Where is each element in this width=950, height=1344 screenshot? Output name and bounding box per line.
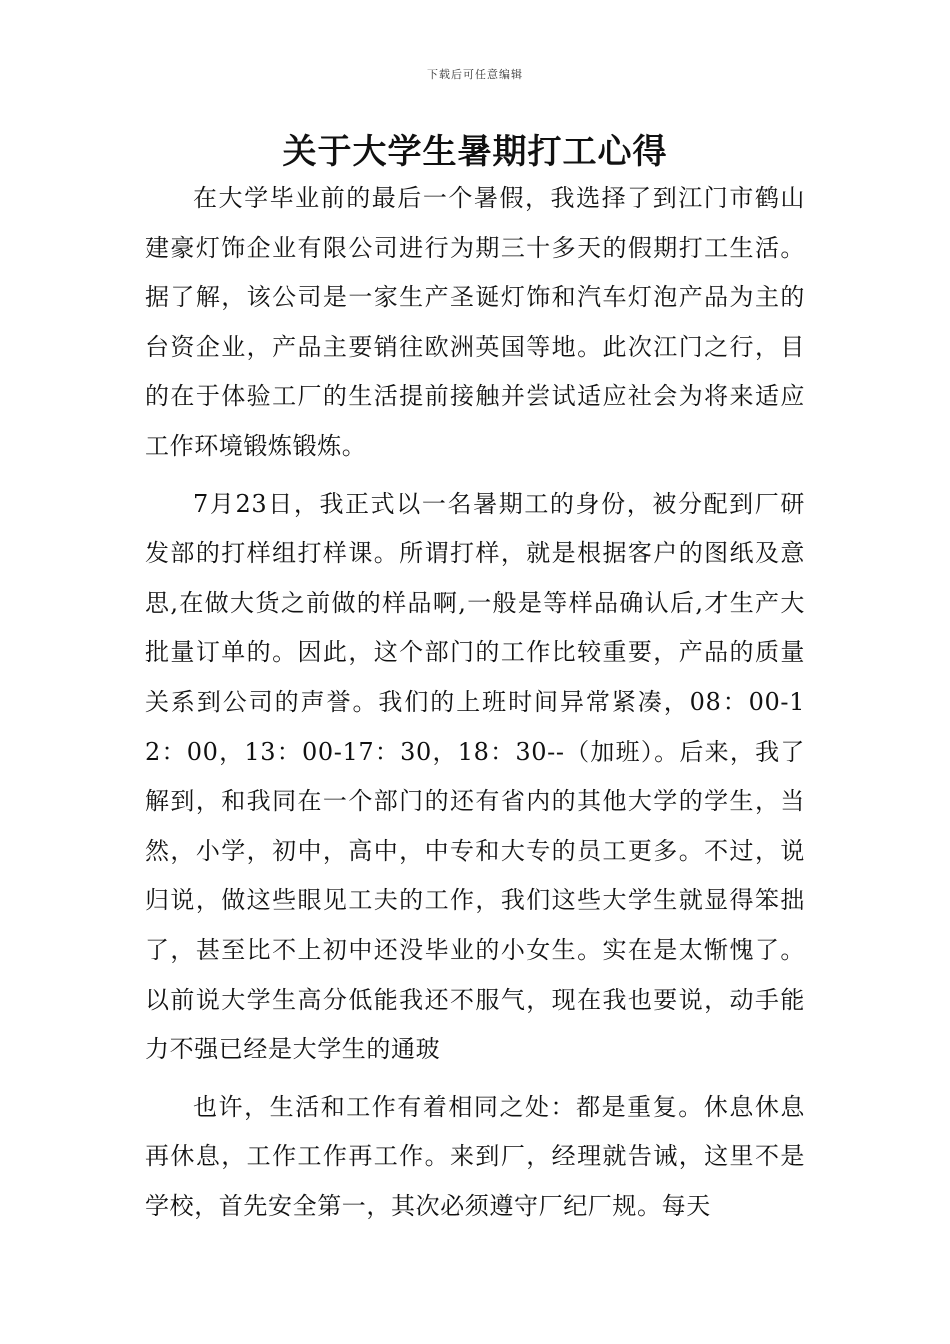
document-title: 关于大学生暑期打工心得	[282, 132, 668, 172]
paragraph-3: 也许，生活和工作有着相同之处：都是重复。休息休息再休息，工作工作再工作。来到厂，经理就告诫，这里不是学校，首先安全第一，其次必须遵守厂纪厂规。每天	[145, 1092, 805, 1220]
header-note: 下载后可任意编辑	[427, 68, 523, 81]
document-body	[145, 174, 805, 1231]
paragraph-2: 7月23日，我正式以一名暑期工的身份，被分配到厂研发部的打样组打样课。所谓打样，就是根据客户的图纸及意思,在做大货之前做的样品啊,一般是等样品确认后,才生产大批量订单的。因此，这个部门的工作比较重要，产品的质量关系到公司的声誉。我们的上班时间异常紧凑，08：00-12：00，13：00-17：30，18：30--（加班）。后来，我了解到，和我同在一个部门的还有省内的其他大学的学生，当然，小学，初中，高中，中专和大专的员工更多。不过，说归说，做这些眼见工夫的工作，我们这些大学生就显得笨拙了，甚至比不上初中还没毕业的小女生。实在是太惭愧了。以前说大学生高分低能我还不服气，现在我也要说，动手能力不强已经是大学生的通玻	[145, 489, 805, 1064]
paragraph-1: 在大学毕业前的最后一个暑假，我选择了到江门市鹤山建豪灯饰企业有限公司进行为期三十多天的假期打工生活。据了解，该公司是一家生产圣诞灯饰和汽车灯泡产品为主的台资企业，产品主要销往欧洲英国等地。此次江门之行，目的在于体验工厂的生活提前接触并尝试适应社会为将来适应工作环境锻炼锻炼。	[145, 184, 805, 460]
